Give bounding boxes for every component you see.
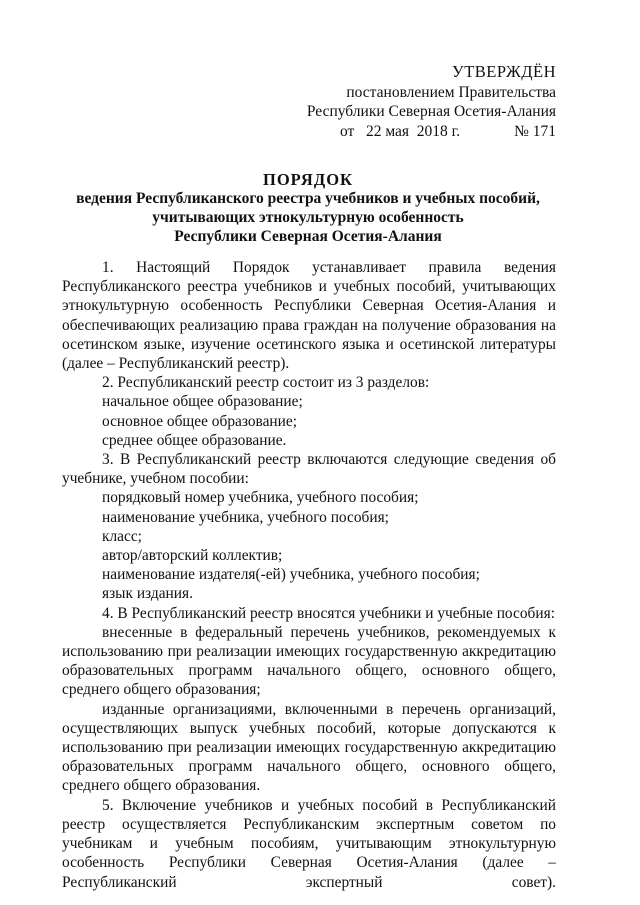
paragraph-4-b: изданные организациями, включенными в перечень организаций, осуществляющих выпуск учебных пособий, которые допускаются к использованию при реализации имеющих государственную аккредитацию образовательных программ начального общего, основного общего, среднего общего образования.	[62, 700, 556, 795]
paragraph-5: 5. Включение учебников и учебных пособий в Республиканский реестр осуществляется Республиканским экспертным советом по учебникам и учебным пособиям, учитывающим этнокультурную особенность Республики Северная Осетия-Алания (далее – Республиканский экспертный совет).	[62, 796, 556, 891]
list-item: наименование издателя(-ей) учебника, учебного пособия;	[102, 566, 480, 584]
approval-block	[300, 62, 556, 141]
list-item: наименование учебника, учебного пособия;	[102, 508, 389, 526]
document-heading	[60, 170, 556, 246]
paragraph-4: 4. В Республиканский реестр вносятся учебники и учебные пособия:	[102, 604, 555, 622]
list-item: начальное общее образование;	[102, 393, 303, 411]
paragraph-2: 2. Республиканский реестр состоит из 3 разделов:	[102, 374, 430, 392]
heading-line-1: ведения Республиканского реестра учебников и учебных пособий,	[76, 190, 540, 207]
list-item: основное общее образование;	[102, 412, 298, 430]
list-item: среднее общее образование.	[102, 431, 287, 449]
approval-line-2: Республики Северная Осетия-Алания	[306, 103, 556, 120]
document-title: ПОРЯДОК	[263, 170, 353, 189]
list-item: автор/авторский коллектив;	[102, 547, 283, 565]
document-body	[62, 258, 556, 892]
approval-dateline	[300, 122, 556, 142]
approval-title: УТВЕРЖДЁН	[452, 62, 556, 81]
approval-date: от 22 мая 2018 г.	[340, 122, 461, 140]
heading-line-2: учитывающих этнокультурную особенность	[152, 209, 464, 226]
approval-line-1: постановлением Правительства	[346, 83, 556, 101]
list-item: порядковый номер учебника, учебного пособия;	[102, 489, 419, 507]
list-item: язык издания.	[102, 585, 193, 603]
approval-number: № 171	[514, 122, 556, 140]
paragraph-1: 1. Настоящий Порядок устанавливает правила ведения Республиканского реестра учебников и учебных пособий, учитывающих этнокультурную особенность Республики Северная Осетия-Алания и обеспечивающих реализацию права граждан на получение образования на осетинском языке, изучение осетинского языка и осетинской литературы (далее – Республиканский реестр).	[62, 259, 556, 373]
paragraph-4-a: внесенные в федеральный перечень учебников, рекомендуемых к использованию при реализации имеющих государственную аккредитацию образовательных программ начального общего, основного общего, среднего общего образования;	[62, 623, 556, 699]
list-item: класс;	[102, 527, 142, 545]
heading-line-3: Республики Северная Осетия-Алания	[174, 228, 442, 245]
paragraph-3: 3. В Республиканский реестр включаются следующие сведения об учебнике, учебном пособии:	[62, 451, 556, 488]
